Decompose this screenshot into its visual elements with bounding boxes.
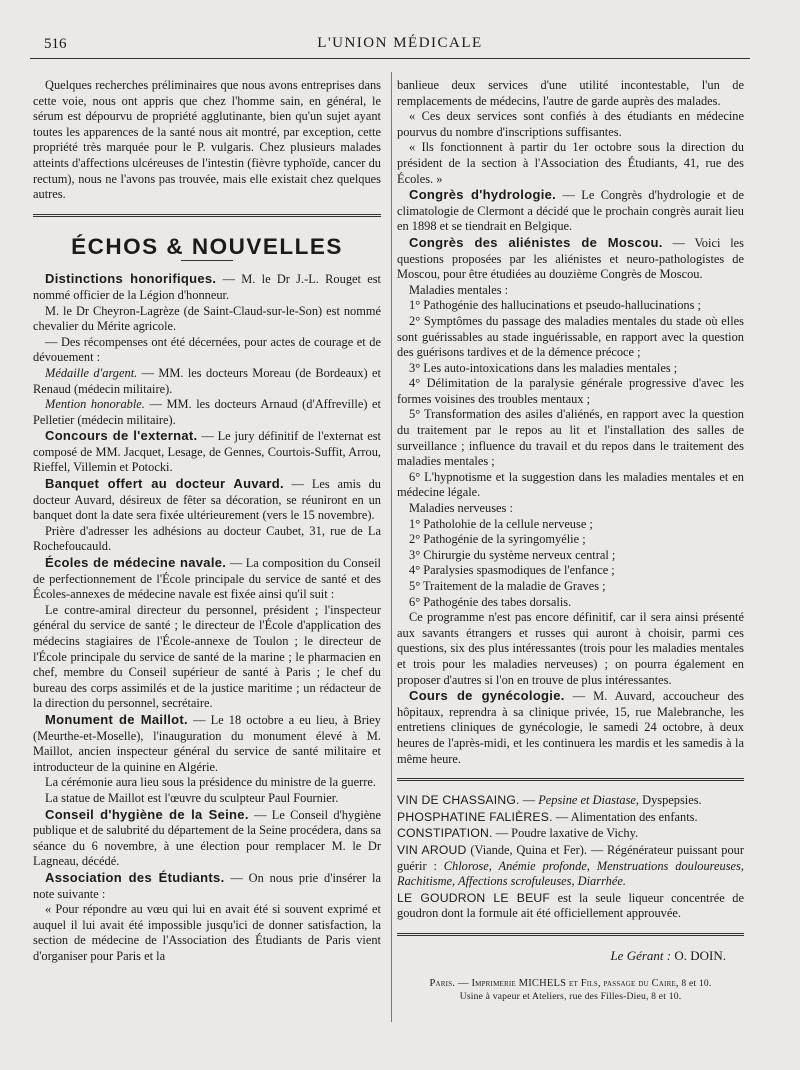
page-number: 516 (44, 36, 67, 52)
ad-brand: PHOSPHATINE FALIÈRES. (397, 809, 553, 824)
article-externat (33, 428, 381, 476)
ad-aroud (397, 843, 744, 890)
article-title: Congrès des aliénistes de Moscou. (409, 234, 663, 250)
gerant-line (397, 948, 744, 964)
article-hydrologie (397, 187, 744, 235)
paragraph: M. le Dr Cheyron-Lagrèze (de Saint-Claud-sur-le-Son) est nommé chevalier du Mérite agricole. (33, 303, 381, 334)
article-title: Distinctions honorifiques. (45, 271, 217, 287)
paragraph (33, 397, 381, 428)
award-text: — MM. les docteurs Moreau (de Bordeaux) et Renaud (médecin militaire). (33, 365, 381, 396)
column-divider (391, 72, 392, 1022)
section-title: ÉCHOS & NOUVELLES (71, 233, 343, 259)
paragraph: — Des récompenses ont été décernées, pour actes de courage et de dévouement : (33, 334, 381, 365)
list-item: 5° Traitement de la maladie de Graves ; (409, 579, 606, 593)
article-etudiants (33, 870, 381, 902)
ad-chassaing (397, 793, 744, 809)
article-text: — Le Congrès d'hydrologie et de climatologie de Clermont a décidé que le prochain congrès aurait lieu en 1898 et se tiendrait en Belgique. (397, 188, 744, 234)
printer-imprint (397, 977, 744, 1003)
ad-text: — Alimentation des enfants. (552, 809, 698, 824)
printer-address: 8 et 10. (678, 978, 712, 990)
list-item: 2° Symptômes du passage des maladies mentales du stade où elles sont guérissables au stade inguérissable, en rapport avec la question des guérisons tardives et de la démence précoce ; (397, 313, 744, 360)
article-text: — La composition du Conseil de perfectionnement de l'École principale du service de santé et des Écoles-annexes de médecine navale est fixée ainsi qu'il suit : (33, 556, 381, 602)
article-text: — Le Conseil d'hygiène publique et de salubrité du département de la Seine procédera, dans sa séance du 6 novembre, à une élection pour remplacer M. le Dr Lagneau, décédé. (33, 807, 381, 869)
paragraph: « Ils fonctionnent à partir du 1er octobre sous la direction du président de la section à l'Association des Étudiants, 41, rue des Écoles. » (397, 140, 744, 186)
ad-text: — Poudre laxative de Vichy. (492, 826, 639, 841)
ad-brand: LE GOUDRON LE BEUF (397, 890, 551, 905)
paragraph: La cérémonie aura lieu sous la présidence du ministre de la guerre. (45, 775, 376, 790)
list-item: 4° Délimitation de la paralysie générale progressive d'avec les formes voisines des troubles mentaux ; (397, 376, 744, 406)
article-text: — M. Auvard, accoucheur des hôpitaux, reprendra à sa clinique privée, 15, rue Malebranche, les entretiens cliniques de gynécologie, le samedi 24 octobre, à deux heures de l'après-midi, et les continuera les mardis et les samedis à la même heure. (397, 689, 744, 766)
list-item: 5° Transformation des asiles d'aliénés, en rapport avec la question du traitement par le repos au lit et l'installation des salles de surveillance ; influence du travail et du repos dans le traitement des maladies mentales ; (397, 407, 744, 469)
list-label: Maladies nerveuses : (409, 501, 513, 516)
paragraph: banlieue deux services d'une utilité incontestable, l'un de remplacements de médecins, l'autre de garde auprès des malades. (397, 78, 744, 108)
award-label: Mention honorable. (45, 397, 145, 412)
article-title: Concours de l'externat. (45, 428, 198, 444)
article-gynecologie (397, 688, 744, 767)
ad-brand: CONSTIPATION. (397, 826, 493, 841)
paragraph: « Ces deux services sont confiés à des étudiants en médecine pourvus du nombre d'inscriptions suffisantes. (397, 109, 744, 139)
article-text: — On nous prie d'insérer la note suivante : (33, 870, 382, 901)
section-title-underline (181, 260, 233, 261)
header-rule (30, 58, 750, 59)
ads-top-rule (397, 778, 744, 781)
ad-text: , Dyspepsies. (635, 793, 702, 808)
ad-constipation (397, 826, 744, 842)
paragraph: Ce programme n'est pas encore définitif, car il sera ainsi présenté aux savants étrangers et russes qui auront à choisir, parmi ces questions, six des plus intéressantes (trois pour les maladies mentales et trois pour les maladies nerveuses) ; on pourra également en proposer d'autres si l'on en trouve de plus intéressantes. (397, 610, 744, 687)
list-label: Maladies mentales : (409, 282, 509, 297)
ad-text: (Viande, Quina et Fer). — Régénérateur puissant pour guérir : (397, 842, 745, 873)
ads-bottom-rule (397, 933, 744, 936)
list-item: 3° Chirurgie du système nerveux central ; (409, 547, 616, 562)
article-text: — Voici les questions proposées par les aliénistes et neuro-pathologistes de Moscou, pour être étudiées au douzième Congrès de Moscou. (397, 235, 744, 282)
article-title: Conseil d'hygiène de la Seine. (45, 806, 249, 822)
paragraph: Le contre-amiral directeur du personnel, président ; l'inspecteur général du service de santé ; le directeur de l'École d'application des médecins stagiaires de l'École-annexe de Toulon ; le directeur de l'École principale du service de santé de la marine ; le pharmacien en chef, membre du Conseil supérieur de santé à Paris ; le chef du bureau des corps assimilés et de la justice maritime ; un rédacteur de la direction du personnel, secrétaire. (33, 602, 381, 711)
ad-text: — (519, 793, 539, 808)
printer-name: Paris. — Imprimerie MICHELS et Fils, passage du Caire, (429, 978, 679, 990)
article-title: Écoles de médecine navale. (45, 555, 227, 571)
intro-paragraph: Quelques recherches préliminaires que nous avons entreprises dans cette voie, nous ont appris que chez l'homme sain, en général, le sérum est dépourvu de propriété agglutinante, bien qu'un sujet ayant toutes les apparences de la santé nous ait montré, par exception, cette propriété très marquée pour le P. vulgaris. Chez plusieurs malades atteints d'affections ulcéreuses de l'intestin (fièvre typhoïde, cancer du rectum), nous ne l'avons pas trouvée, mais elle existait chez quelques autres. (33, 78, 381, 202)
list-item: 6° L'hypnotisme et la suggestion dans les maladies mentales et en médecine légale. (397, 469, 744, 500)
article-text: — Le 18 octobre a eu lieu, à Briey (Meurthe-et-Moselle), l'inauguration du monument élevé à M. Maillot, ancien inspecteur général du service de santé militaire et introducteur de la quinine en Algérie. (33, 712, 381, 774)
article-distinctions (33, 271, 381, 303)
paragraph (33, 366, 381, 397)
article-title: Banquet offert au docteur Auvard. (45, 476, 284, 492)
paragraph: « Pour répondre au vœu qui lui en avait été si souvent exprimé et auquel il lui avait été impossible jusqu'ici de donner satisfaction, la section de médecine de l'Association des Étudiants de Paris vient d'organiser pour Paris et la (33, 902, 381, 963)
ad-phosphatine (397, 810, 744, 826)
list-item: 3° Les auto-intoxications dans les maladies mentales ; (409, 360, 678, 375)
article-maillot (33, 712, 381, 775)
ad-text-italic: Chlorose, Anémie profonde, Menstruations douloureuses, Rachitisme, Affections scrofuleuses, Diarrhée. (397, 858, 744, 889)
ad-brand: VIN DE CHASSAING. (397, 793, 520, 808)
list-item: 6° Pathogénie des tabes dorsalis. (409, 594, 572, 609)
printer-line-1 (397, 977, 744, 990)
article-title: Association des Étudiants. (45, 869, 225, 885)
right-column (397, 78, 744, 1003)
article-banquet (33, 476, 381, 524)
award-text: — MM. les docteurs Arnaud (d'Affreville) et Pelletier (médecin militaire). (33, 397, 381, 427)
article-title: Monument de Maillot. (45, 711, 188, 727)
gerant-label: Le Gérant : (610, 947, 672, 963)
ad-text: est la seule liqueur concentrée de goudron dont la formule ait été officiellement approuvée. (397, 890, 744, 921)
article-hygiene (33, 807, 381, 870)
paragraph: La statue de Maillot est l'œuvre du sculpteur Paul Fournier. (45, 790, 339, 805)
advertisements (397, 793, 744, 922)
article-text: — Les amis du docteur Auvard, désireux de fêter sa décoration, se réuniront en un banquet dont la date sera fixée ultérieurement (vers le 15 novembre). (33, 477, 382, 523)
gerant-name: O. DOIN. (674, 947, 726, 963)
ad-goudron (397, 891, 744, 922)
article-text: — Le jury définitif de l'externat est composé de MM. Jacquet, Lesage, de Gennes, Courtois-Suffit, Arrou, Rieffel, Villemin et Potocki. (33, 429, 381, 475)
section-double-rule (33, 214, 381, 217)
list-item: 1° Patholohie de la cellule nerveuse ; (409, 516, 593, 531)
article-navale (33, 555, 381, 603)
award-label: Médaille d'argent. (45, 365, 138, 380)
paragraph: Prière d'adresser les adhésions au docteur Caubet, 31, rue de La Rochefoucauld. (33, 523, 381, 554)
article-title: Congrès d'hydrologie. (409, 187, 557, 203)
ad-brand: VIN AROUD (397, 842, 467, 857)
list-item: 1° Pathogénie des hallucinations et pseudo-hallucinations ; (409, 298, 701, 313)
article-text: — M. le Dr J.-L. Rouget est nommé officier de la Légion d'honneur. (33, 272, 381, 302)
left-column (33, 78, 381, 964)
list-item: 4° Paralysies spasmodiques de l'enfance ; (409, 563, 615, 578)
article-title: Cours de gynécologie. (409, 688, 565, 704)
journal-title: L'UNION MÉDICALE (317, 35, 483, 51)
printer-line-2: Usine à vapeur et Ateliers, rue des Filles-Dieu, 8 et 10. (459, 991, 682, 1003)
list-item: 2° Pathogénie de la syringomyélie ; (409, 532, 586, 547)
ad-text-italic: Pepsine et Diastase (538, 793, 636, 808)
article-alienistes (397, 235, 744, 283)
